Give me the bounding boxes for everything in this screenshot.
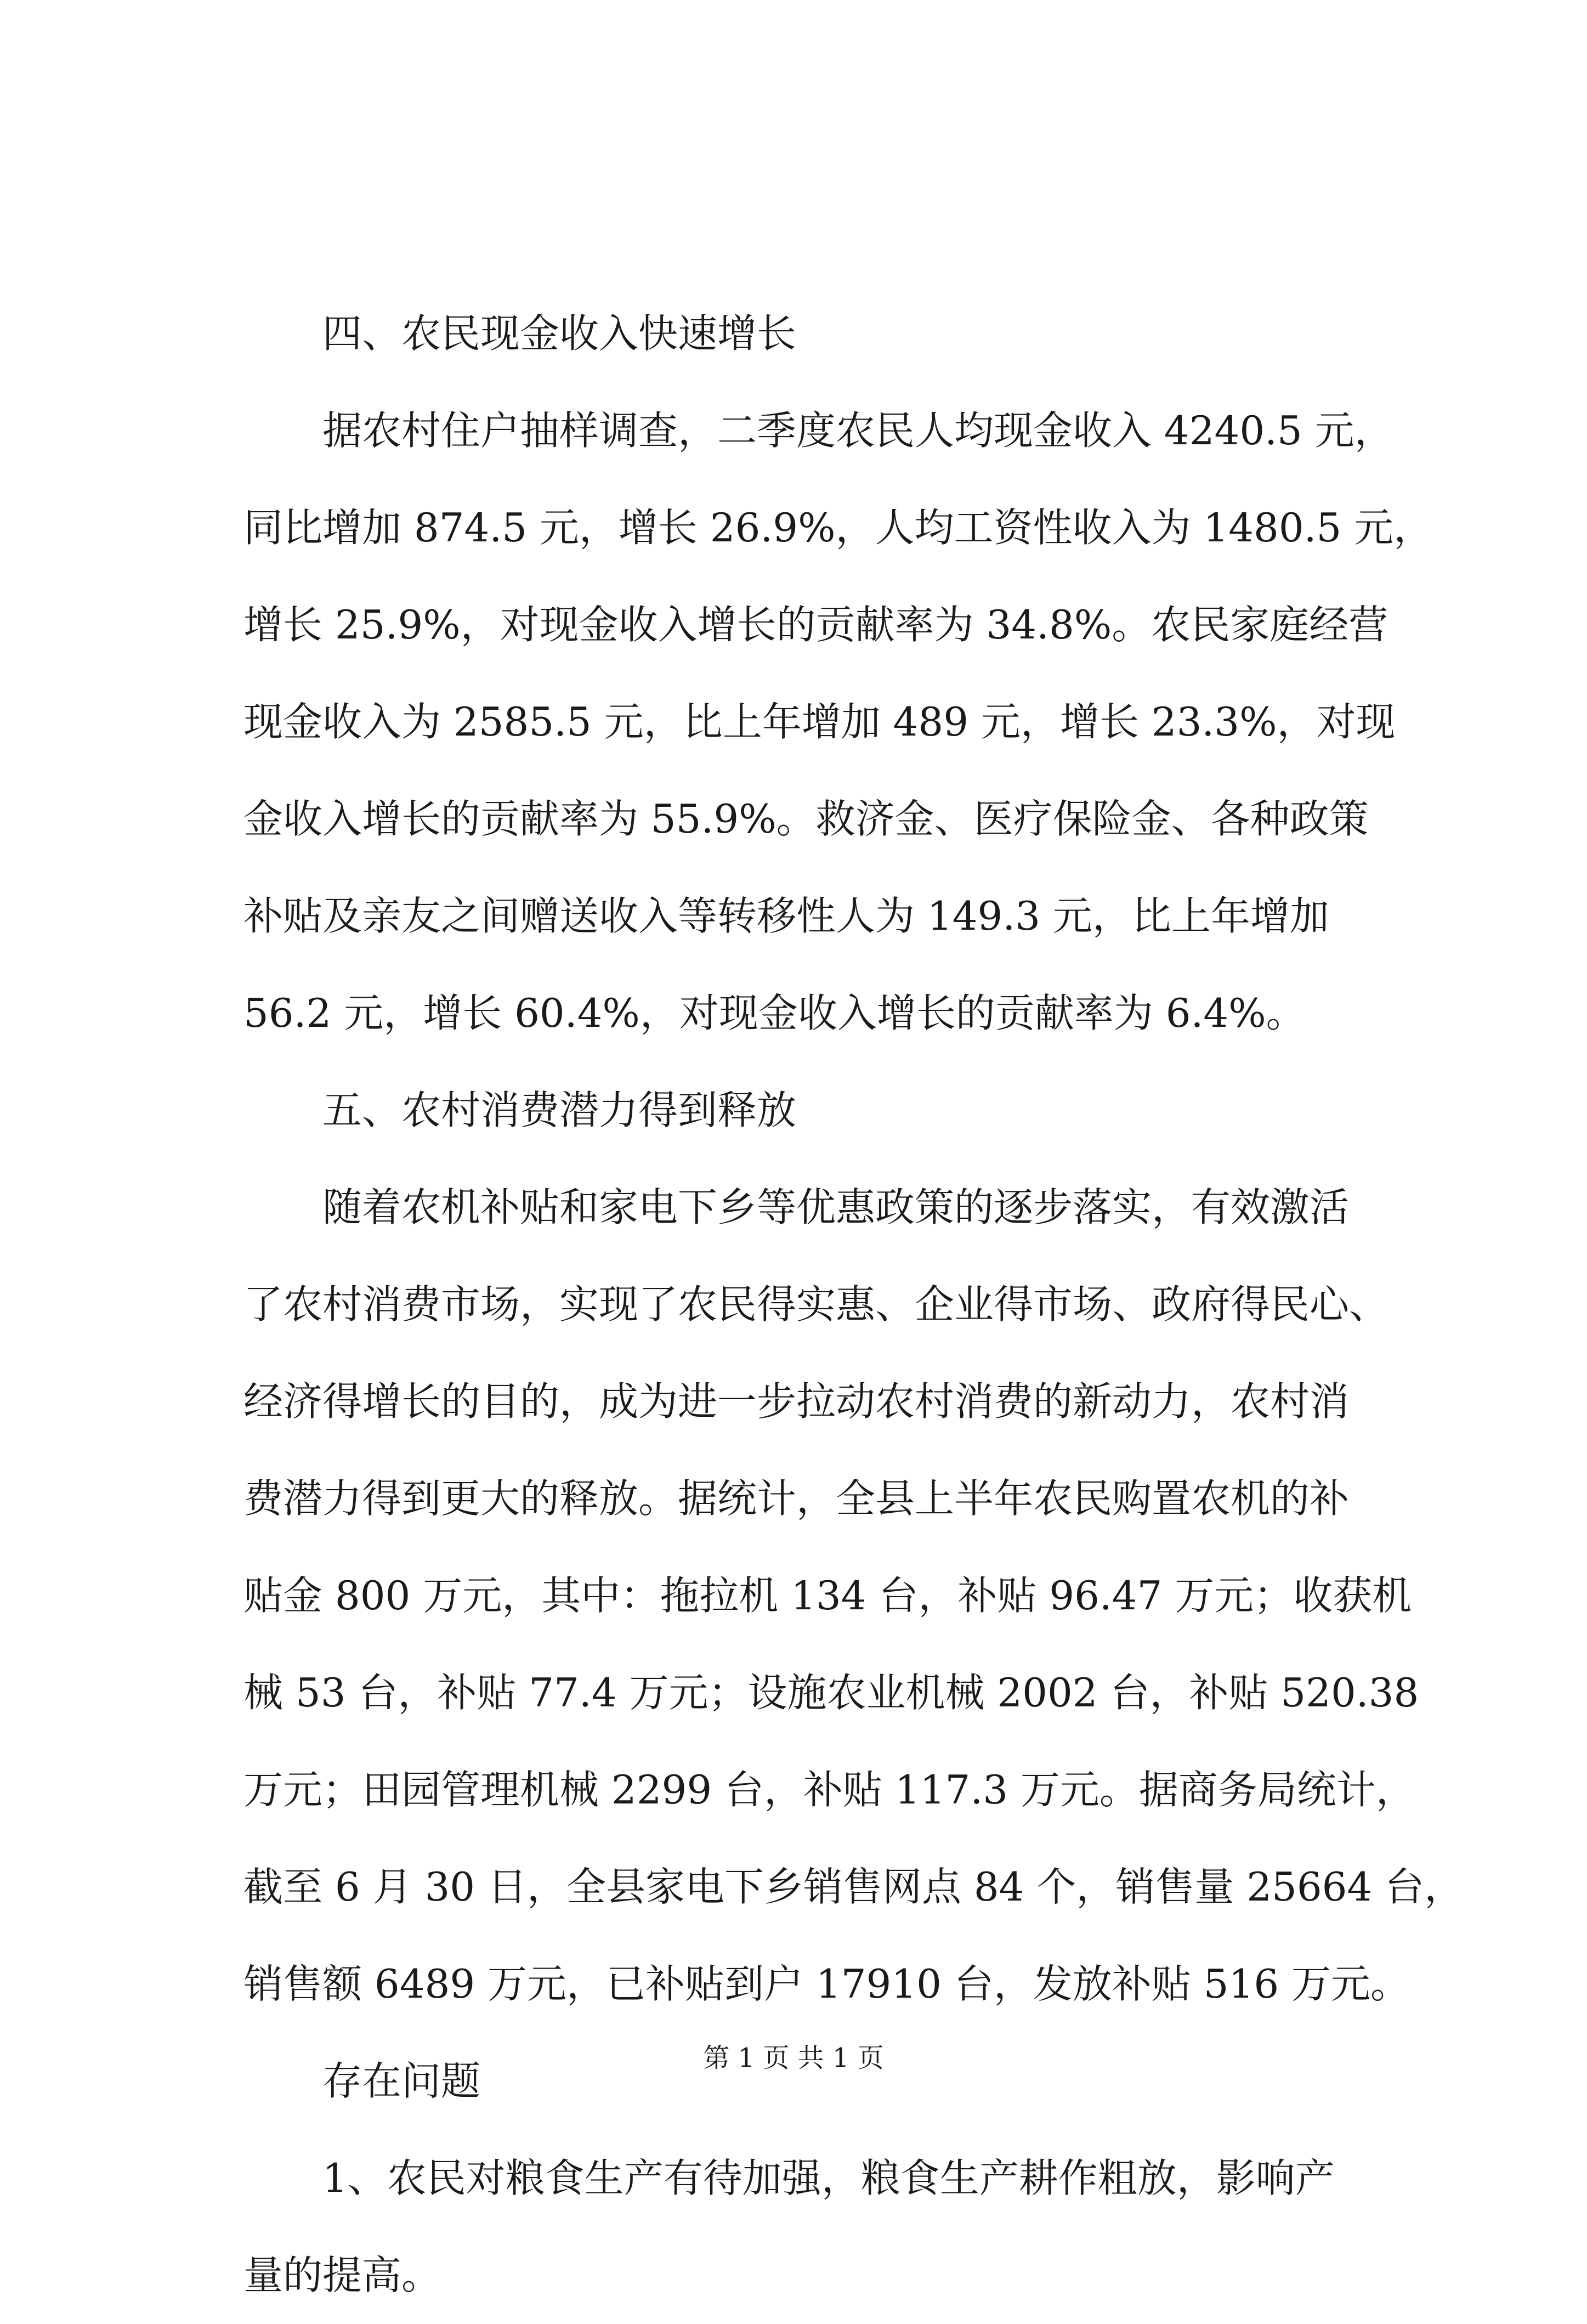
paragraph-line: 了农村消费市场，实现了农民得实惠、企业得市场、政府得民心、: [243, 1281, 1389, 1327]
paragraph-line: 补贴及亲友之间赠送收入等转移性人为 149.3 元，比上年增加: [243, 893, 1329, 939]
page-footer: 第 1 页 共 1 页: [703, 2043, 884, 2073]
paragraph-line: 增长 25.9%，对现金收入增长的贡献率为 34.8%。农民家庭经营: [243, 602, 1388, 648]
paragraph-line: 现金收入为 2585.5 元，比上年增加 489 元，增长 23.3%，对现: [243, 699, 1396, 745]
paragraph-line: 随着农机补贴和家电下乡等优惠政策的逐步落实，有效激活: [322, 1184, 1350, 1230]
paragraph-line: 同比增加 874.5 元，增长 26.9%，人均工资性收入为 1480.5 元，: [243, 505, 1433, 551]
paragraph-line: 据农村住户抽样调查，二季度农民人均现金收入 4240.5 元，: [322, 408, 1394, 454]
paragraph-line: 金收入增长的贡献率为 55.9%。救济金、医疗保险金、各种政策: [243, 796, 1369, 842]
paragraph-line: 贴金 800 万元，其中：拖拉机 134 台，补贴 96.47 万元；收获机: [243, 1573, 1412, 1619]
paragraph-line: 万元；田园管理机械 2299 台，补贴 117.3 万元。据商务局统计，: [243, 1767, 1415, 1813]
paragraph-line: 截至 6 月 30 日，全县家电下乡销售网点 84 个，销售量 25664 台，: [243, 1864, 1464, 1910]
section-heading-five: 五、农村消费潜力得到释放: [322, 1087, 797, 1133]
section-heading-four: 四、农民现金收入快速增长: [322, 310, 797, 357]
paragraph-line: 56.2 元，增长 60.4%，对现金收入增长的贡献率为 6.4%。: [243, 990, 1306, 1036]
paragraph-line: 1、农民对粮食生产有待加强，粮食生产耕作粗放，影响产: [322, 2155, 1335, 2201]
paragraph-line: 费潜力得到更大的释放。据统计，全县上半年农民购置农机的补: [243, 1475, 1350, 1522]
document-body: [243, 285, 1464, 2324]
paragraph-line: 械 53 台，补贴 77.4 万元；设施农业机械 2002 台，补贴 520.38: [243, 1670, 1419, 1716]
paragraph-line: 销售额 6489 万元，已补贴到户 17910 台，发放补贴 516 万元。: [243, 1961, 1410, 2007]
paragraph-line: 经济得增长的目的，成为进一步拉动农村消费的新动力，农村消: [243, 1378, 1350, 1424]
section-heading-issues: 存在问题: [322, 2058, 481, 2104]
paragraph-line: 量的提高。: [243, 2252, 441, 2298]
